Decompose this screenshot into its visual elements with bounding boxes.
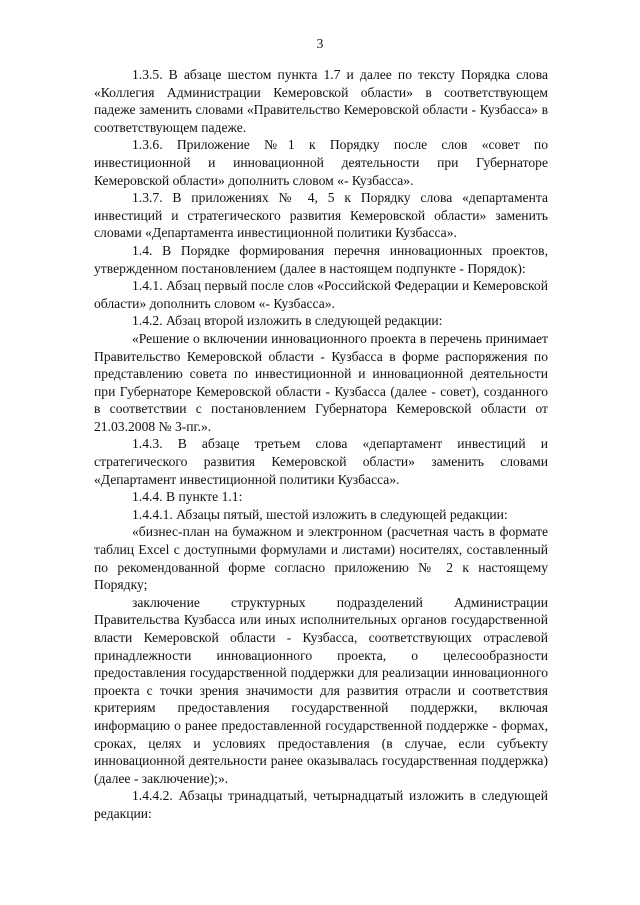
page-number: 3 bbox=[316, 36, 324, 51]
paragraph-conclusion: заключение структурных подразделений Администрации Правительства Кузбасса или иных исполнительных органов государственной власти Кемеровской области - Кузбасса, соответствующих отраслевой принадлежности инновационного проекта, о целесообразности предоставления государственной поддержки для реализации инновационного проекта с точки зрения значимости для развития отрасли и соответствия критериям предоставления государственной поддержки, включая информацию о ранее предоставленной государственной поддержке - формах, сроках, целях и условиях предоставления (в случае, если субъекту инновационной деятельности ранее оказывалась государственная поддержка) (далее - заключение);». bbox=[94, 594, 548, 786]
paragraph-1-4-3: 1.4.3. В абзаце третьем слова «департамент инвестиций и стратегического развития Кемеровской области» заменить словами «Департамент инвестиционной политики Кузбасса». bbox=[94, 436, 548, 487]
paragraph-1-4-4-2: 1.4.4.2. Абзацы тринадцатый, четырнадцатый изложить в следующей редакции: bbox=[94, 788, 548, 821]
paragraph-1-4-1: 1.4.1. Абзац первый после слов «Российской Федерации и Кемеровской области» дополнить словом «- Кузбасса». bbox=[94, 278, 548, 311]
document-body bbox=[94, 66, 548, 823]
paragraph-quote-decision: «Решение о включении инновационного проекта в перечень принимает Правительство Кемеровской области - Кузбасса в форме распоряжения по представлению совета по инвестиционной и инновационной деятельности при Губернаторе Кемеровской области - Кузбасса (далее - совет), созданного в соответствии с постановлением Губернатора Кемеровской области от 21.03.2008 № 3-пг.». bbox=[94, 330, 548, 434]
paragraph-1-3-6: 1.3.6. Приложение №1 к Порядку после слов «совет по инвестиционной и инновационной деятельности при Губернаторе Кемеровской области» дополнить словом «- Кузбасса». bbox=[94, 137, 548, 188]
paragraph-1-4-2: 1.4.2. Абзац второй изложить в следующей редакции: bbox=[132, 313, 443, 329]
paragraph-1-4-4-1: 1.4.4.1. Абзацы пятый, шестой изложить в следующей редакции: bbox=[132, 506, 508, 522]
paragraph-1-3-5: 1.3.5. В абзаце шестом пункта 1.7 и далее по тексту Порядка слова «Коллегия Администрации Кемеровской области» в соответствующем падеже заменить словами «Правительство Кемеровской области - Кузбасса» в соответствующем падеже. bbox=[94, 67, 548, 135]
paragraph-1-3-7: 1.3.7. В приложениях № 4, 5 к Порядку слова «департамента инвестиций и стратегического развития Кемеровской области» заменить словами «Департамента инвестиционной политики Кузбасса». bbox=[94, 190, 548, 241]
paragraph-1-4: 1.4. В Порядке формирования перечня инновационных проектов, утвержденном постановлением (далее в настоящем подпункте - Порядок): bbox=[94, 242, 548, 276]
paragraph-1-4-4: 1.4.4. В пункте 1.1: bbox=[132, 489, 243, 505]
paragraph-quote-business-plan: «бизнес-план на бумажном и электронном (расчетная часть в формате таблиц Excel с доступными формулами и листами) носителях, составленный по рекомендованной форме согласно приложению № 2 к настоящему Порядку; bbox=[94, 524, 548, 593]
